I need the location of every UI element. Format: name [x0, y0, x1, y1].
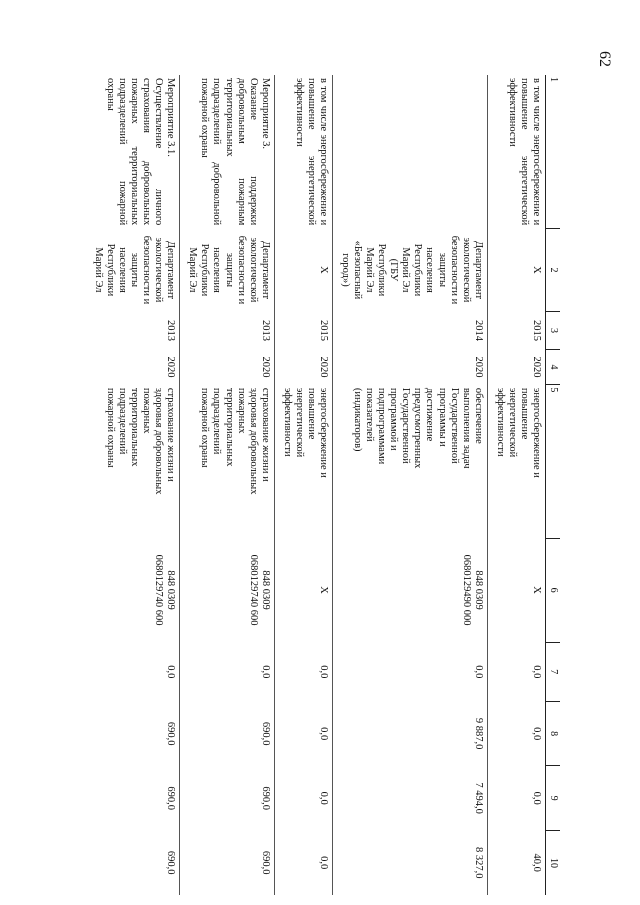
column-header: 10	[546, 830, 561, 895]
column-header: 2	[546, 228, 561, 311]
table-row	[487, 75, 545, 895]
table-header-row	[546, 75, 561, 895]
table-cell-goal: страхование жизни и здоровья добровольных пожарных территориальных подразделений пожарной охраны	[180, 385, 274, 538]
table-cell-value: 0,0	[274, 642, 332, 701]
table-cell-end-year: 2020	[165, 356, 177, 378]
column-header: 7	[546, 642, 561, 701]
table-cell-value: 0,0	[487, 701, 545, 766]
table-cell-executor: X	[274, 228, 332, 311]
table-cell-code: 848 0309 0680129740 600	[180, 538, 274, 642]
table-cell-goal: энергосбережение и повышение энергетической эффективности	[487, 385, 545, 538]
table-cell-start-year: 2013	[180, 312, 274, 350]
table-cell-value: 0,0	[274, 766, 332, 831]
table-cell-value: 0,0	[274, 830, 332, 895]
table-cell-start-year: 2015	[487, 312, 545, 350]
column-header: 8	[546, 701, 561, 766]
table-cell-value: 690,0	[165, 721, 177, 746]
table-row	[86, 75, 180, 895]
table-cell-executor: X	[487, 228, 545, 311]
table-cell-value: 690,0	[180, 830, 274, 895]
table-cell-value: 0,0	[487, 642, 545, 701]
table-cell-value: 7 494,0	[333, 766, 488, 831]
table-cell-executor: Департамент экологической безопасности и защиты населения Республики Марий Эл	[180, 228, 274, 311]
table-cell-executor: Департамент экологической безопасности и защиты населения Республики Марий Эл (ГБУ Республики Марий Эл «Безопасный город»)	[333, 228, 488, 311]
table-cell-value: 40,0	[487, 830, 545, 895]
table-cell-value: 690,0	[165, 786, 177, 810]
table-cell-goal: энергосбережение и повышение энергетической эффективности	[274, 385, 332, 538]
page-number: 62	[596, 51, 613, 67]
table-cell-name: Мероприятие 3.1. Осуществление личного страхования добровольных пожарных территориальных подразделений пожарной охраны	[105, 78, 177, 226]
table-cell-start-year: 2014	[333, 312, 488, 350]
table-cell-end-year: 2020	[274, 349, 332, 385]
rotated-table-container	[92, 75, 560, 895]
table-cell-goal: обеспечение выполнения задач Государственной программы и достижение предусмотренных Государственной программой и подпрограммами показателей (индикаторов)	[333, 385, 488, 538]
table-cell-end-year: 2020	[180, 349, 274, 385]
table-cell-value: 9 887,0	[333, 701, 488, 766]
column-header: 3	[546, 312, 561, 350]
table-row	[333, 75, 488, 895]
table-cell-start-year: 2015	[274, 312, 332, 350]
table-cell-start-year: 2013	[165, 319, 177, 341]
table-cell-name	[333, 75, 488, 228]
table-cell-code: X	[274, 538, 332, 642]
table-cell-value: 0,0	[165, 665, 177, 679]
table-cell-code: X	[487, 538, 545, 642]
column-header: 6	[546, 538, 561, 642]
table-cell-end-year: 2020	[487, 349, 545, 385]
column-header: 9	[546, 766, 561, 831]
table-cell-name: в том числе энергосбережение и повышение энергетической эффективности	[487, 75, 545, 228]
table-cell-code: 848 0309 0680129740 600	[153, 554, 177, 626]
column-header: 1	[546, 75, 561, 228]
table-cell-value: 0,0	[180, 642, 274, 701]
table-cell-value: 0,0	[333, 642, 488, 701]
table-cell-value: 690,0	[165, 850, 177, 875]
table-cell-end-year: 2020	[333, 349, 488, 385]
table-cell-value: 690,0	[180, 766, 274, 831]
table-cell-value: 8 327,0	[333, 830, 488, 895]
column-header: 4	[546, 349, 561, 385]
table-cell-value: 690,0	[180, 701, 274, 766]
table-cell-name: Мероприятие 3. Оказание поддержки добровольным пожарным территориальных подразделений добровольной пожарной охраны	[180, 75, 274, 228]
table-row	[274, 75, 332, 895]
table-cell-name: в том числе энергосбережение и повышение энергетической эффективности	[274, 75, 332, 228]
table-cell-goal: страхование жизни и здоровья добровольных пожарных территориальных подразделений пожарной охраны	[105, 387, 177, 495]
table-cell-code: 848 0309 0680129490 000	[333, 538, 488, 642]
table-cell-value: 0,0	[487, 766, 545, 831]
column-header: 5	[546, 385, 561, 538]
table-cell-value: 0,0	[274, 701, 332, 766]
table-cell-executor: Департамент экологической безопасности и защиты населения Республики Марий Эл	[92, 235, 177, 305]
program-table	[86, 75, 560, 895]
table-row	[180, 75, 274, 895]
